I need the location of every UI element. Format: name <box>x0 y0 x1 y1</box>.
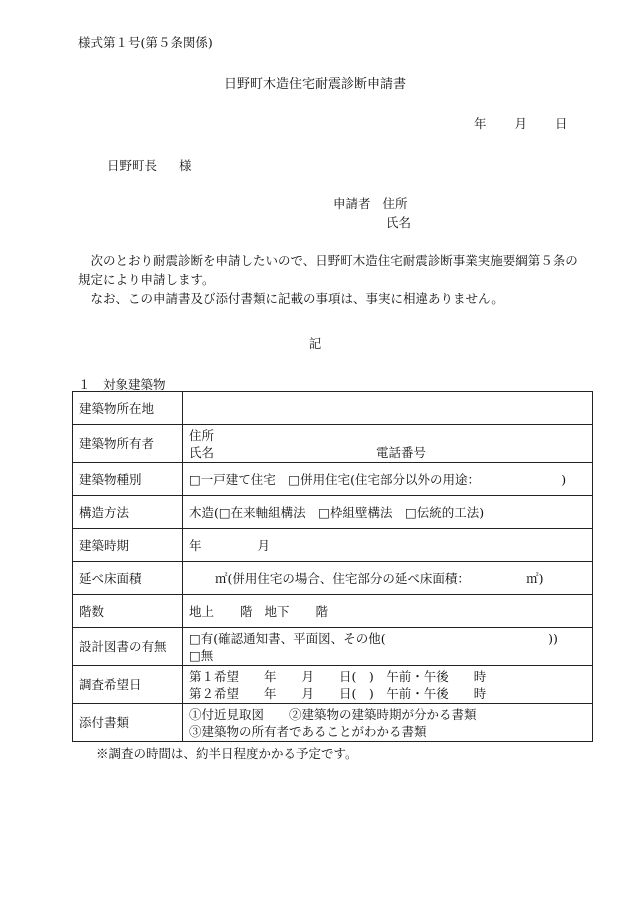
owner-label: 建築物所有者 <box>73 425 183 463</box>
building-table <box>72 391 593 742</box>
addressee <box>107 156 192 174</box>
date-year: 年 <box>474 116 487 131</box>
form-number: 様式第１号(第５条関係) <box>78 35 213 50</box>
attachments-line-2: ③建築物の所有者であることがわかる書類 <box>189 723 427 739</box>
honorific: 様 <box>179 158 192 173</box>
body-text <box>78 251 583 308</box>
table-row-type <box>73 463 593 496</box>
survey-first-choice: 第１希望 年 月 日( ) 午前・午後 時 <box>189 668 487 684</box>
table-row-survey <box>73 666 593 704</box>
body-paragraph-1: 次のとおり耐震診断を申請したいので、日野町木造住宅耐震診断事業実施要綱第５条の規定により申請します。 <box>78 253 578 287</box>
survey-second-choice: 第２希望 年 月 日( ) 午前・午後 時 <box>189 685 487 701</box>
ki-heading: 記 <box>308 336 322 351</box>
survey-value[interactable] <box>183 666 593 704</box>
survey-label: 調査希望日 <box>73 666 183 704</box>
owner-name-row <box>189 444 586 461</box>
owner-value[interactable] <box>183 425 593 463</box>
built-label: 建築時期 <box>73 529 183 562</box>
floor-area-value[interactable] <box>183 562 593 595</box>
owner-name-label: 氏名 <box>189 444 215 460</box>
owner-address-label: 住所 <box>189 427 215 443</box>
date-day: 日 <box>555 116 568 131</box>
attachments-value[interactable] <box>183 704 593 742</box>
type-value[interactable]: □一戸建て住宅 □併用住宅(住宅部分以外の用途： ) <box>183 463 593 496</box>
floor-area-text: ㎡(併用住宅の場合、住宅部分の延べ床面積： ㎡) <box>215 570 544 586</box>
drawings-value[interactable] <box>183 628 593 666</box>
floors-label: 階数 <box>73 595 183 628</box>
table-row-location <box>73 392 593 425</box>
structure-label: 構造方法 <box>73 496 183 529</box>
drawings-label: 設計図書の有無 <box>73 628 183 666</box>
table-row-built <box>73 529 593 562</box>
floors-value[interactable] <box>183 595 593 628</box>
attachments-label: 添付書類 <box>73 704 183 742</box>
document-title: 日野町木造住宅耐震診断申請書 <box>223 77 406 92</box>
table-row-owner <box>73 425 593 463</box>
table-row-floor-area <box>73 562 593 595</box>
built-value[interactable] <box>183 529 593 562</box>
drawings-no-option[interactable]: □無 <box>189 647 214 663</box>
applicant-name-label: 氏名 <box>386 215 412 230</box>
location-label: 建築物所在地 <box>73 392 183 425</box>
drawings-yes-option[interactable]: □有(確認通知書、平面図、その他( )) <box>189 630 558 646</box>
date-month: 月 <box>514 116 528 131</box>
structure-value[interactable]: 木造(□在来軸組構法 □枠組壁構法 □伝統的工法) <box>183 496 593 529</box>
note: ※調査の時間は、約半日程度かかる予定です。 <box>96 746 358 761</box>
table-row-drawings <box>73 628 593 666</box>
table-row-structure <box>73 496 593 529</box>
section-label: １ 対象建築物 <box>78 377 166 392</box>
type-label: 建築物種別 <box>73 463 183 496</box>
date-line <box>474 114 568 132</box>
owner-phone-label: 電話番号 <box>376 444 427 460</box>
floors-below-unit: 階 <box>315 603 329 619</box>
floor-area-label: 延べ床面積 <box>73 562 183 595</box>
floors-above: 地上 <box>189 603 215 619</box>
table-row-attachments <box>73 704 593 742</box>
addressee-name: 日野町長 <box>107 158 158 173</box>
floors-above-unit: 階 <box>240 603 253 619</box>
floors-below: 地下 <box>264 603 290 619</box>
table-row-floors <box>73 595 593 628</box>
applicant-address-line <box>333 194 408 212</box>
built-month: 月 <box>257 537 271 553</box>
body-paragraph-2: なお、この申請書及び添付書類に記載の事項は、事実に相違ありません。 <box>90 291 504 306</box>
applicant-label: 申請者 <box>333 196 371 211</box>
applicant-address-label: 住所 <box>382 196 408 211</box>
built-year: 年 <box>189 537 202 553</box>
location-value[interactable] <box>183 392 593 425</box>
attachments-line-1: ①付近見取図 ②建築物の建築時期が分かる書類 <box>189 706 477 722</box>
